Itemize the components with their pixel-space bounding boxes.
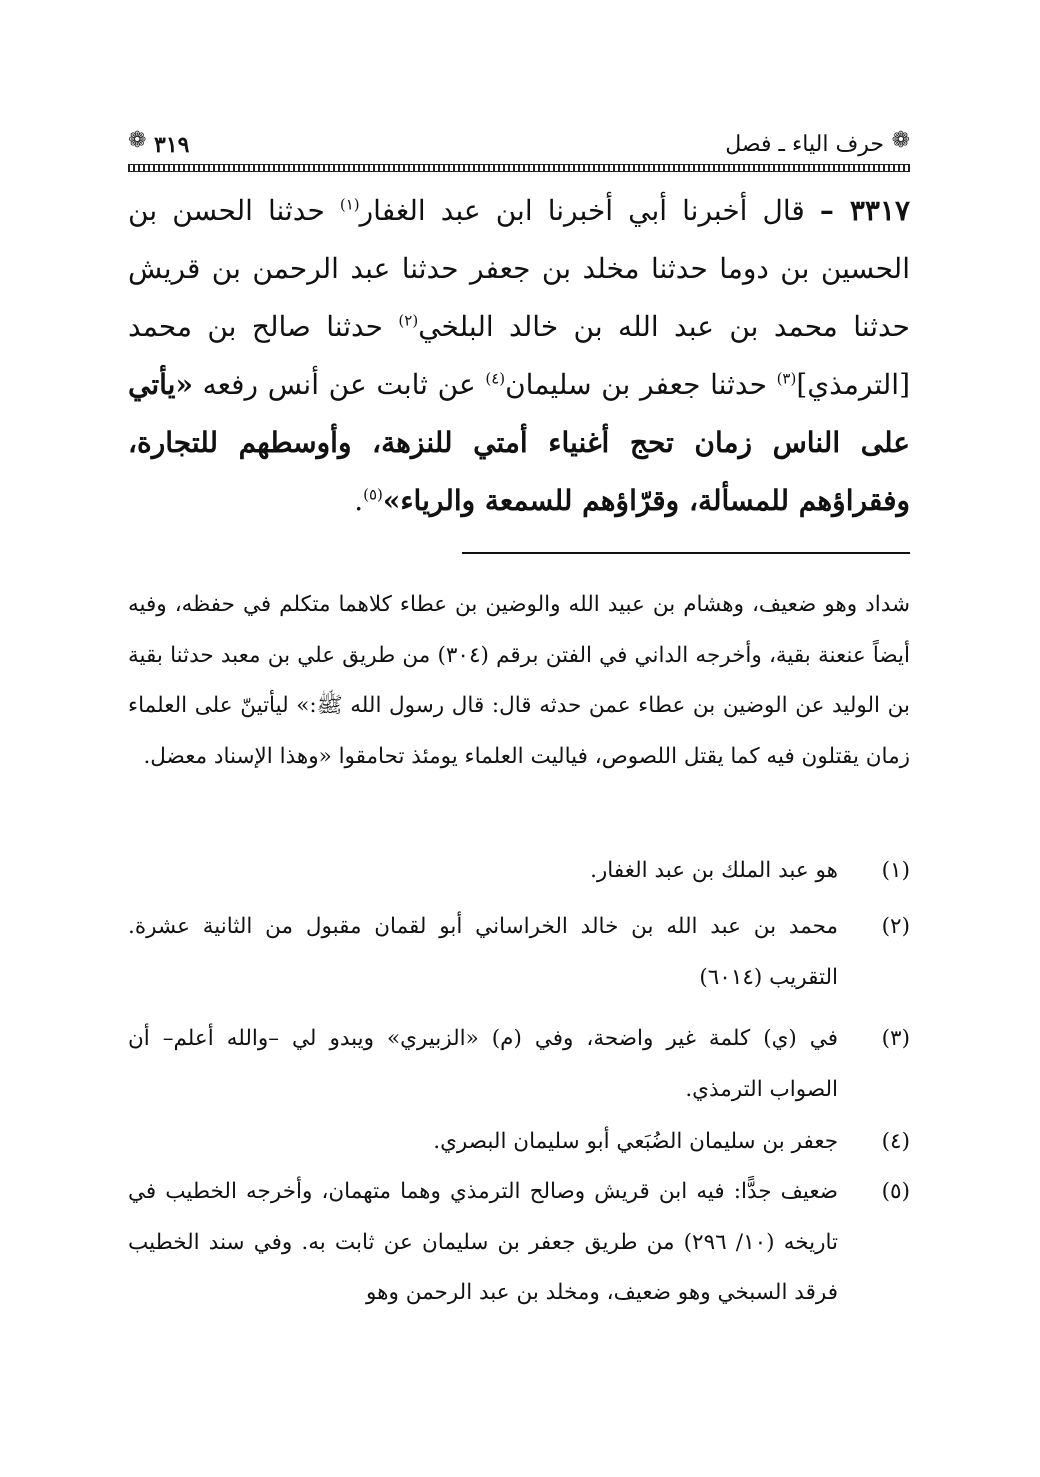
main-text-5: عن ثابت عن أنس رفعه (202, 368, 476, 401)
footnote-number: (١) (881, 858, 910, 883)
footnote-4 (128, 1117, 910, 1168)
page-number: ٣١٩ (154, 132, 190, 158)
footnote-5 (128, 1167, 910, 1319)
footnote-ref-1: (١) (339, 195, 360, 214)
footnote-text: جعفر بن سليمان الضُبَعي أبو سليمان البصري. (433, 1129, 838, 1154)
main-text (128, 182, 910, 530)
footnote-continuation: شداد وهو ضعيف، وهشام بن عبيد الله والوضين بن عطاء كلاهما متكلم في حفظه، وفيه أيضاً عنعنة بقية، وأخرجه الداني في الفتن برقم (٣٠٤) من طريق علي بن معبد حدثنا بقية بن الوليد عن الوضين بن عطاء عمن حدثه قال: قال رسول الله ﷺ:» ليأتينّ على العلماء زمان يقتلون فيه كما يقتل اللصوص، فياليت العلماء يومئذ تحامقوا «وهذا الإسناد معضل. (128, 592, 910, 769)
footnote-3 (128, 1014, 910, 1115)
main-text-1: قال أخبرنا أبي أخبرنا ابن عبد الغفار (359, 194, 805, 227)
main-text-2: حدثنا الحسن بن الحسين بن دوما حدثنا مخلد بن جعفر حدثنا عبد الرحمن بن قريش حدثنا محمد بن عبد الله بن خالد البلخي (128, 194, 910, 343)
running-header (128, 128, 910, 172)
footnote-1 (128, 846, 910, 897)
header-rule (128, 164, 910, 172)
ornament-right-icon: ❁ (891, 128, 910, 153)
main-text-3: حدثنا صالح بن محمد [الترمذي] (128, 310, 911, 401)
footnote-divider (462, 552, 910, 554)
footnote-number: (٢) (881, 914, 910, 939)
footnote-text: ضعيف جدًّا: فيه ابن قريش وصالح الترمذي وهما متهمان، وأخرجه الخطيب في تاريخه (١٠/ ٢٩٦) من طريق جعفر بن سليمان عن ثابت به. وفي سند الخطيب فرقد السبخي وهو ضعيف، ومخلد بن عبد الرحمن وهو (128, 1179, 839, 1305)
main-text-end: . (354, 484, 364, 517)
header-title: حرف الياء ـ فصل (725, 132, 884, 157)
footnote-text: في (ي) كلمة غير واضحة، وفي (م) «الزبيري» ويبدو لي –والله أعلم– أن الصواب الترمذي. (128, 1026, 838, 1102)
footnote-number: (٥) (881, 1179, 910, 1204)
footnote-number: (٤) (881, 1129, 910, 1154)
footnote-ref-2: (٢) (398, 311, 419, 330)
ornament-left-icon: ❁ (128, 128, 147, 153)
main-text-4: حدثنا جعفر بن سليمان (505, 368, 767, 401)
hadith-number: ٣٣١٧ – (819, 194, 911, 227)
footnote-number: (٣) (881, 1026, 910, 1051)
footnote-2 (128, 902, 910, 1003)
hadith-text: «يأتي على الناس زمان تحج أغنياء أمتي للنزهة، وأوسطهم للتجارة، وفقراؤهم للمسألة، وقرّاؤهم للسمعة والرياء» (128, 368, 910, 517)
footnote-ref-3: (٣) (776, 369, 797, 388)
footnote-ref-4: (٤) (485, 369, 506, 388)
footnote-text: هو عبد الملك بن عبد الغفار. (590, 858, 838, 883)
footnote-ref-5: (٥) (363, 485, 383, 504)
footnote-text: محمد بن عبد الله بن خالد الخراساني أبو لقمان مقبول من الثانية عشرة. التقريب (٦٠١٤) (128, 914, 838, 990)
